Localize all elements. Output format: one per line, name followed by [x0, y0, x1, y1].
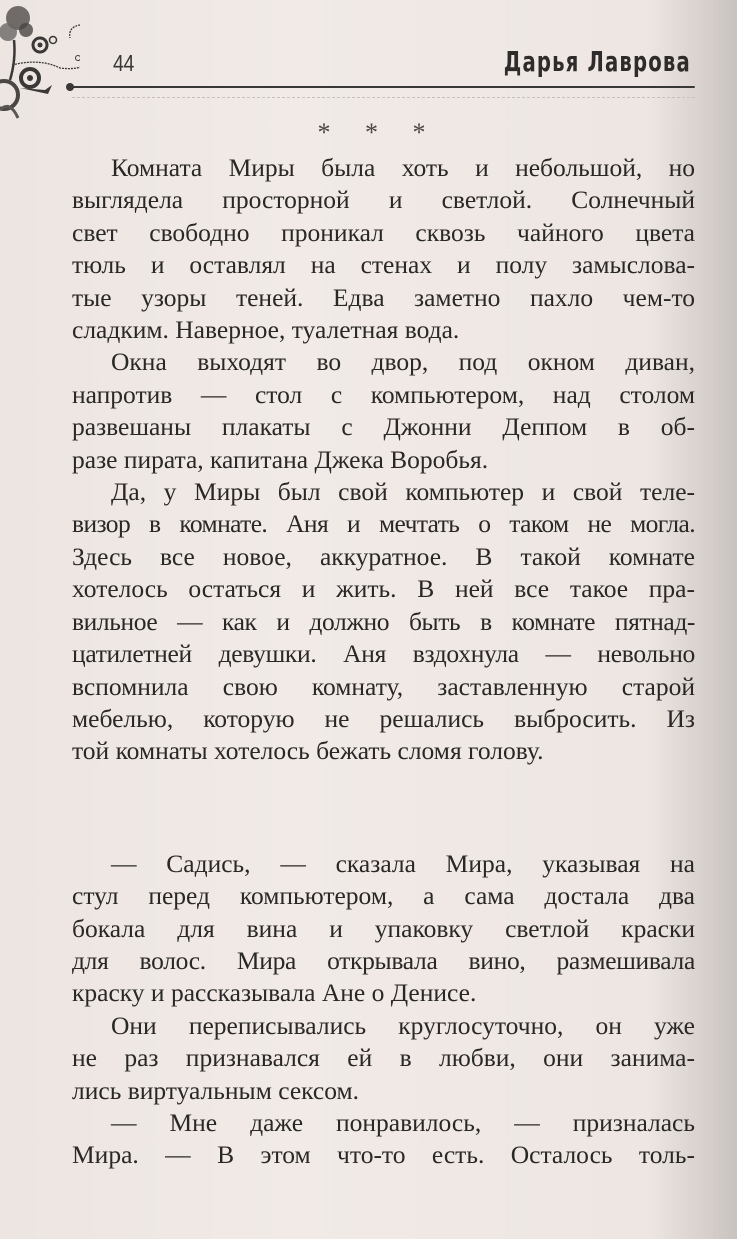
text-line: разе пирата, капитана Джека Воробья.	[72, 444, 489, 474]
text-line: лись виртуальным сексом.	[72, 1075, 359, 1105]
text-line: хотелось остаться и жить. В ней все такое пра-	[72, 574, 695, 604]
blank-gap	[72, 768, 695, 848]
text-line: выглядела просторной и светлой. Солнечный	[72, 185, 695, 215]
paragraph	[72, 476, 695, 768]
text-line: Окна выходят во двор, под окном диван,	[111, 347, 695, 377]
text-line: Да, у Миры был свой компьютер и свой теле-	[111, 477, 695, 507]
paragraph	[72, 1107, 695, 1172]
text-line: тюль и оставлял на стенах и полу замыслова-	[72, 250, 695, 280]
text-line: напротив — стол с компьютером, над столом	[72, 379, 695, 409]
paragraph	[72, 848, 695, 1010]
header-rule	[72, 86, 695, 88]
text-line: свет свободно проникал сквозь чайного цвета	[72, 217, 695, 247]
text-line: развешаны плакаты с Джонни Деппом в об-	[72, 412, 695, 442]
text-line: тые узоры теней. Едва заметно пахло чем-то	[72, 282, 695, 312]
text-line: для волос. Мира открывала вино, размешивала	[72, 945, 695, 975]
text-line: Они переписывались круглосуточно, он уже	[111, 1010, 695, 1040]
text-line: не раз признавался ей в любви, они занима-	[72, 1043, 695, 1073]
text-line: — Мне даже понравилось, — призналась	[111, 1107, 695, 1137]
paragraph	[72, 346, 695, 476]
section-break-asterisks: * * *	[317, 118, 440, 147]
text-line: мебелью, которую не решались выбросить. Из	[72, 703, 695, 733]
running-head-author: Дарья Лаврова	[503, 45, 691, 78]
text-line: цатилетней девушки. Аня вздохнула — невольно	[72, 639, 695, 669]
page-number: 44	[113, 50, 134, 76]
text-line: визор в комнате. Аня и мечтать о таком не могла.	[72, 509, 695, 539]
floral-ornament-icon	[0, 0, 80, 130]
header-rule-shadow	[72, 97, 695, 99]
text-line: бокала для вина и упаковку светлой краски	[72, 913, 695, 943]
text-line: Здесь все новое, аккуратное. В такой комнате	[72, 541, 695, 571]
text-line: стул перед компьютером, а сама достала два	[72, 881, 695, 911]
body-text	[72, 152, 695, 1172]
text-line: Комната Миры была хоть и небольшой, но	[111, 153, 695, 182]
text-line: той комнаты хотелось бежать сломя голову.	[72, 736, 544, 766]
paragraph	[72, 152, 695, 346]
text-line: Мира. — В этом что-то есть. Осталось толь-	[72, 1140, 695, 1170]
text-line: сладким. Наверное, туалетная вода.	[72, 315, 460, 345]
text-line: краску и рассказывала Ане о Денисе.	[72, 978, 477, 1008]
text-line: — Садись, — сказала Мира, указывая на	[111, 848, 695, 878]
paragraph	[72, 1010, 695, 1107]
text-line: вспомнила свою комнату, заставленную старой	[72, 671, 695, 701]
text-line: вильное — как и должно быть в комнате пятнад-	[72, 606, 695, 636]
